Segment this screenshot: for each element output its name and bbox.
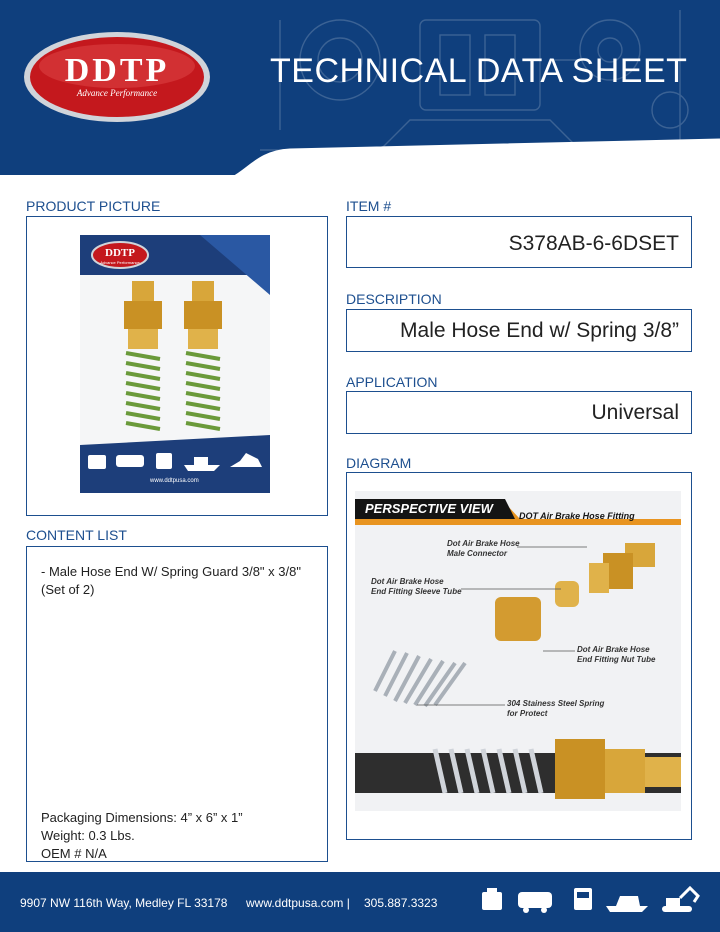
- item-label: ITEM #: [346, 198, 392, 214]
- description-value: Male Hose End w/ Spring 3/8”: [400, 319, 679, 342]
- callout-sleeve-tube: Dot Air Brake Hose End Fitting Sleeve Tube: [371, 577, 462, 596]
- product-picture-label: PRODUCT PICTURE: [26, 198, 161, 214]
- header-swoosh: [0, 0, 720, 185]
- product-image: [80, 235, 270, 493]
- logo-tagline: Advance Performance: [76, 88, 158, 98]
- product-image-tagline: Advance Performance: [100, 260, 140, 265]
- product-image-brand: DDTP: [105, 247, 135, 259]
- footer-website[interactable]: www.ddtpusa.com |: [246, 896, 350, 910]
- product-image-url: www.ddtpusa.com: [150, 478, 199, 484]
- diagram-label: DIAGRAM: [346, 455, 412, 471]
- diagram-subtitle: DOT Air Brake Hose Fitting: [519, 511, 635, 521]
- item-box: [346, 216, 692, 268]
- diagram-box: [346, 472, 692, 840]
- diagram-image: [355, 491, 681, 811]
- application-label: APPLICATION: [346, 374, 438, 390]
- truck-icon: [570, 884, 598, 916]
- packaging-dimensions: Packaging Dimensions: 4” x 6” x 1”: [41, 810, 243, 825]
- application-value: Universal: [591, 401, 679, 424]
- oem-number: OEM # N/A: [41, 846, 107, 861]
- product-image-vehicle-icons: [80, 447, 270, 477]
- description-box: [346, 309, 692, 352]
- footer-phone[interactable]: 305.887.3323: [364, 896, 438, 910]
- logo-brand: DDTP: [64, 52, 170, 89]
- excavator-icon: [658, 884, 702, 916]
- content-line-1: - Male Hose End W/ Spring Guard 3/8" x 3/8": [41, 564, 301, 579]
- callout-nut-tube: Dot Air Brake Hose End Fitting Nut Tube: [577, 645, 656, 664]
- content-list-box: [26, 546, 328, 862]
- car-icon: [478, 884, 508, 916]
- diagram-banner: PERSPECTIVE VIEW: [365, 501, 493, 516]
- boat-icon: [604, 884, 650, 916]
- weight: Weight: 0.3 Lbs.: [41, 828, 135, 843]
- product-picture-box: [26, 216, 328, 516]
- application-box: [346, 391, 692, 434]
- page-title: TECHNICAL DATA SHEET: [270, 52, 688, 90]
- callout-male-connector: Dot Air Brake Hose Male Connector: [447, 539, 520, 558]
- callout-spring: 304 Stainess Steel Spring for Protect: [507, 699, 605, 718]
- item-number: S378AB-6-6DSET: [508, 232, 679, 255]
- description-label: DESCRIPTION: [346, 291, 442, 307]
- footer-band: [0, 872, 720, 932]
- content-list-label: CONTENT LIST: [26, 527, 127, 543]
- bus-icon: [516, 884, 556, 916]
- footer-address: 9907 NW 116th Way, Medley FL 33178: [20, 896, 228, 910]
- content-line-2: (Set of 2): [41, 582, 95, 597]
